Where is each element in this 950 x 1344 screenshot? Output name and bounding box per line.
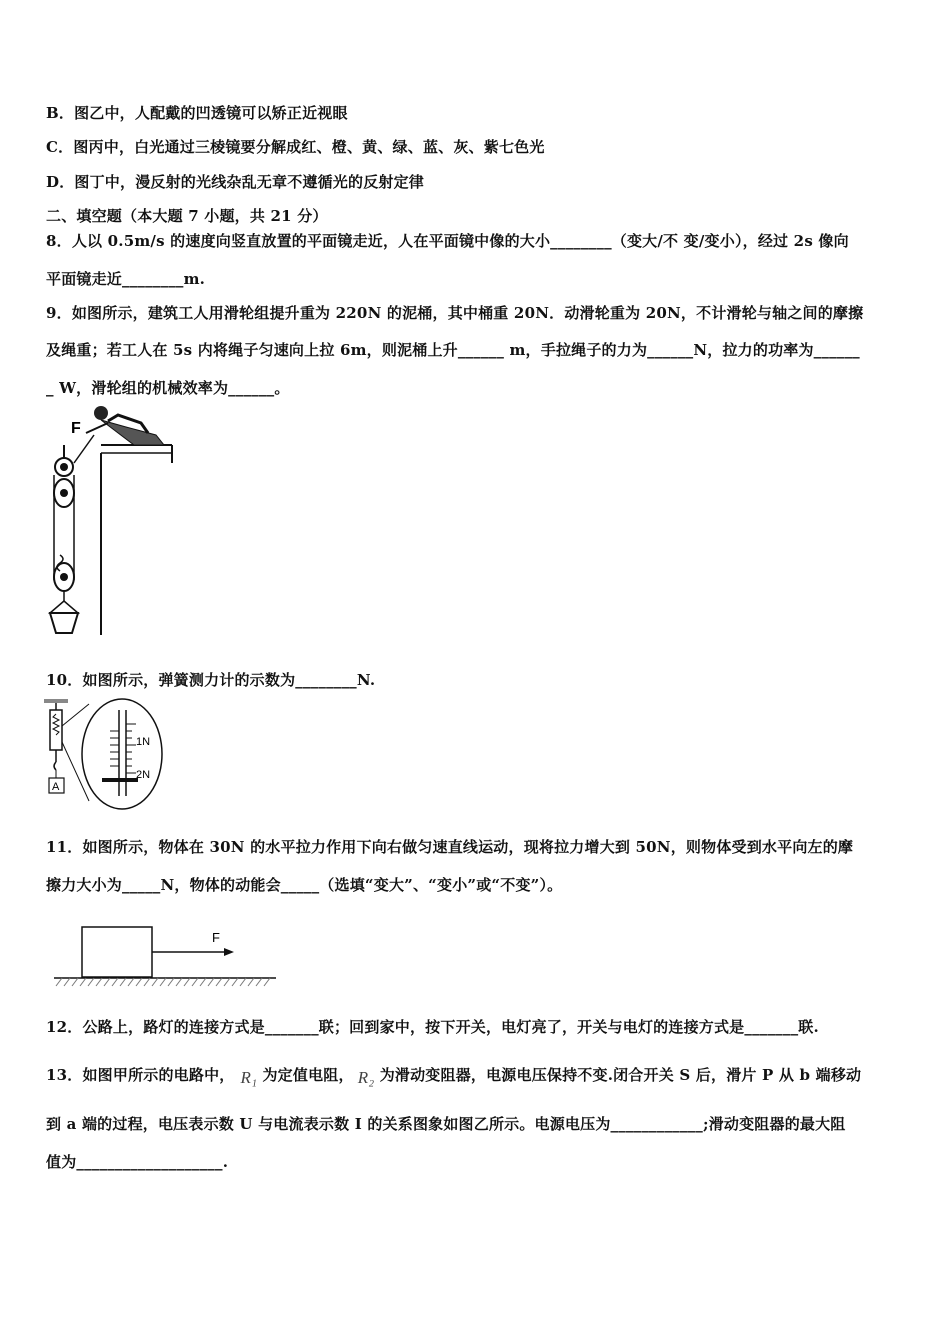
- q13-part3: 为滑动变阻器，电源电压保持不变.闭合开关 S 后，滑片 P 从 b 端移动: [379, 1066, 862, 1084]
- q10-line1: 10．如图所示，弹簧测力计的示数为________N.: [46, 671, 376, 689]
- option-b: B．图乙中，人配戴的凹透镜可以矫正近视眼: [46, 104, 348, 122]
- q9-line1: 9．如图所示，建筑工人用滑轮组提升重为 220N 的泥桶，其中桶重 20N．动滑轮重为 20N，不计滑轮与轴之间的摩擦: [46, 304, 864, 322]
- q11-line2: 擦力大小为_____N，物体的动能会_____（选填“变大”、“变小”或“不变”）。: [46, 876, 563, 894]
- pulley-figure: [46, 405, 176, 640]
- q8-line1: 8．人以 0.5m/s 的速度向竖直放置的平面镜走近，人在平面镜中像的大小________（变大/不 变/变小），经过 2s 像向: [46, 232, 849, 250]
- r2-symbol: R₂: [357, 1068, 375, 1087]
- option-d: D．图丁中，漫反射的光线杂乱无章不遵循光的反射定律: [46, 173, 425, 191]
- q9-line2: 及绳重；若工人在 5s 内将绳子匀速向上拉 6m，则泥桶上升______ m，手拉绳子的力为______N，拉力的功率为______: [46, 341, 860, 359]
- option-c: C．图丙中，白光通过三棱镜要分解成红、橙、黄、绿、蓝、灰、紫七色光: [46, 138, 545, 156]
- q8-line2: 平面镜走近________m.: [46, 270, 206, 288]
- scale-1n-label: 1N: [136, 736, 151, 748]
- force-label: F: [71, 420, 81, 437]
- q13-part2: 为定值电阻，: [262, 1066, 354, 1084]
- q13-part1: 13．如图甲所示的电路中，: [46, 1066, 235, 1084]
- spring-balance-figure: [44, 696, 174, 812]
- force-f-label: F: [212, 930, 220, 945]
- section-title: 二、填空题（本大题 7 小题，共 21 分）: [46, 207, 328, 225]
- q12-line1: 12．公路上，路灯的连接方式是_______联；回到家中，按下开关，电灯亮了，开关与电灯的连接方式是_______联.: [46, 1018, 819, 1036]
- scale-2n-label: 2N: [136, 769, 151, 781]
- q9-line3: _ W，滑轮组的机械效率为______。: [46, 379, 290, 397]
- q11-line1: 11．如图所示，物体在 30N 的水平拉力作用下向右做匀速直线运动，现将拉力增大到 50N，则物体受到水平向左的摩: [46, 838, 854, 856]
- block-force-figure: [52, 922, 280, 992]
- r1-symbol: R₁: [240, 1068, 258, 1087]
- q13-line2: 到 a 端的过程，电压表示数 U 与电流表示数 I 的关系图象如图乙所示。电源电压为____________;滑动变阻器的最大阻: [46, 1115, 846, 1133]
- q13-line1: [46, 1064, 861, 1085]
- block-a-label: A: [52, 781, 60, 793]
- q13-line3: 值为___________________.: [46, 1153, 229, 1171]
